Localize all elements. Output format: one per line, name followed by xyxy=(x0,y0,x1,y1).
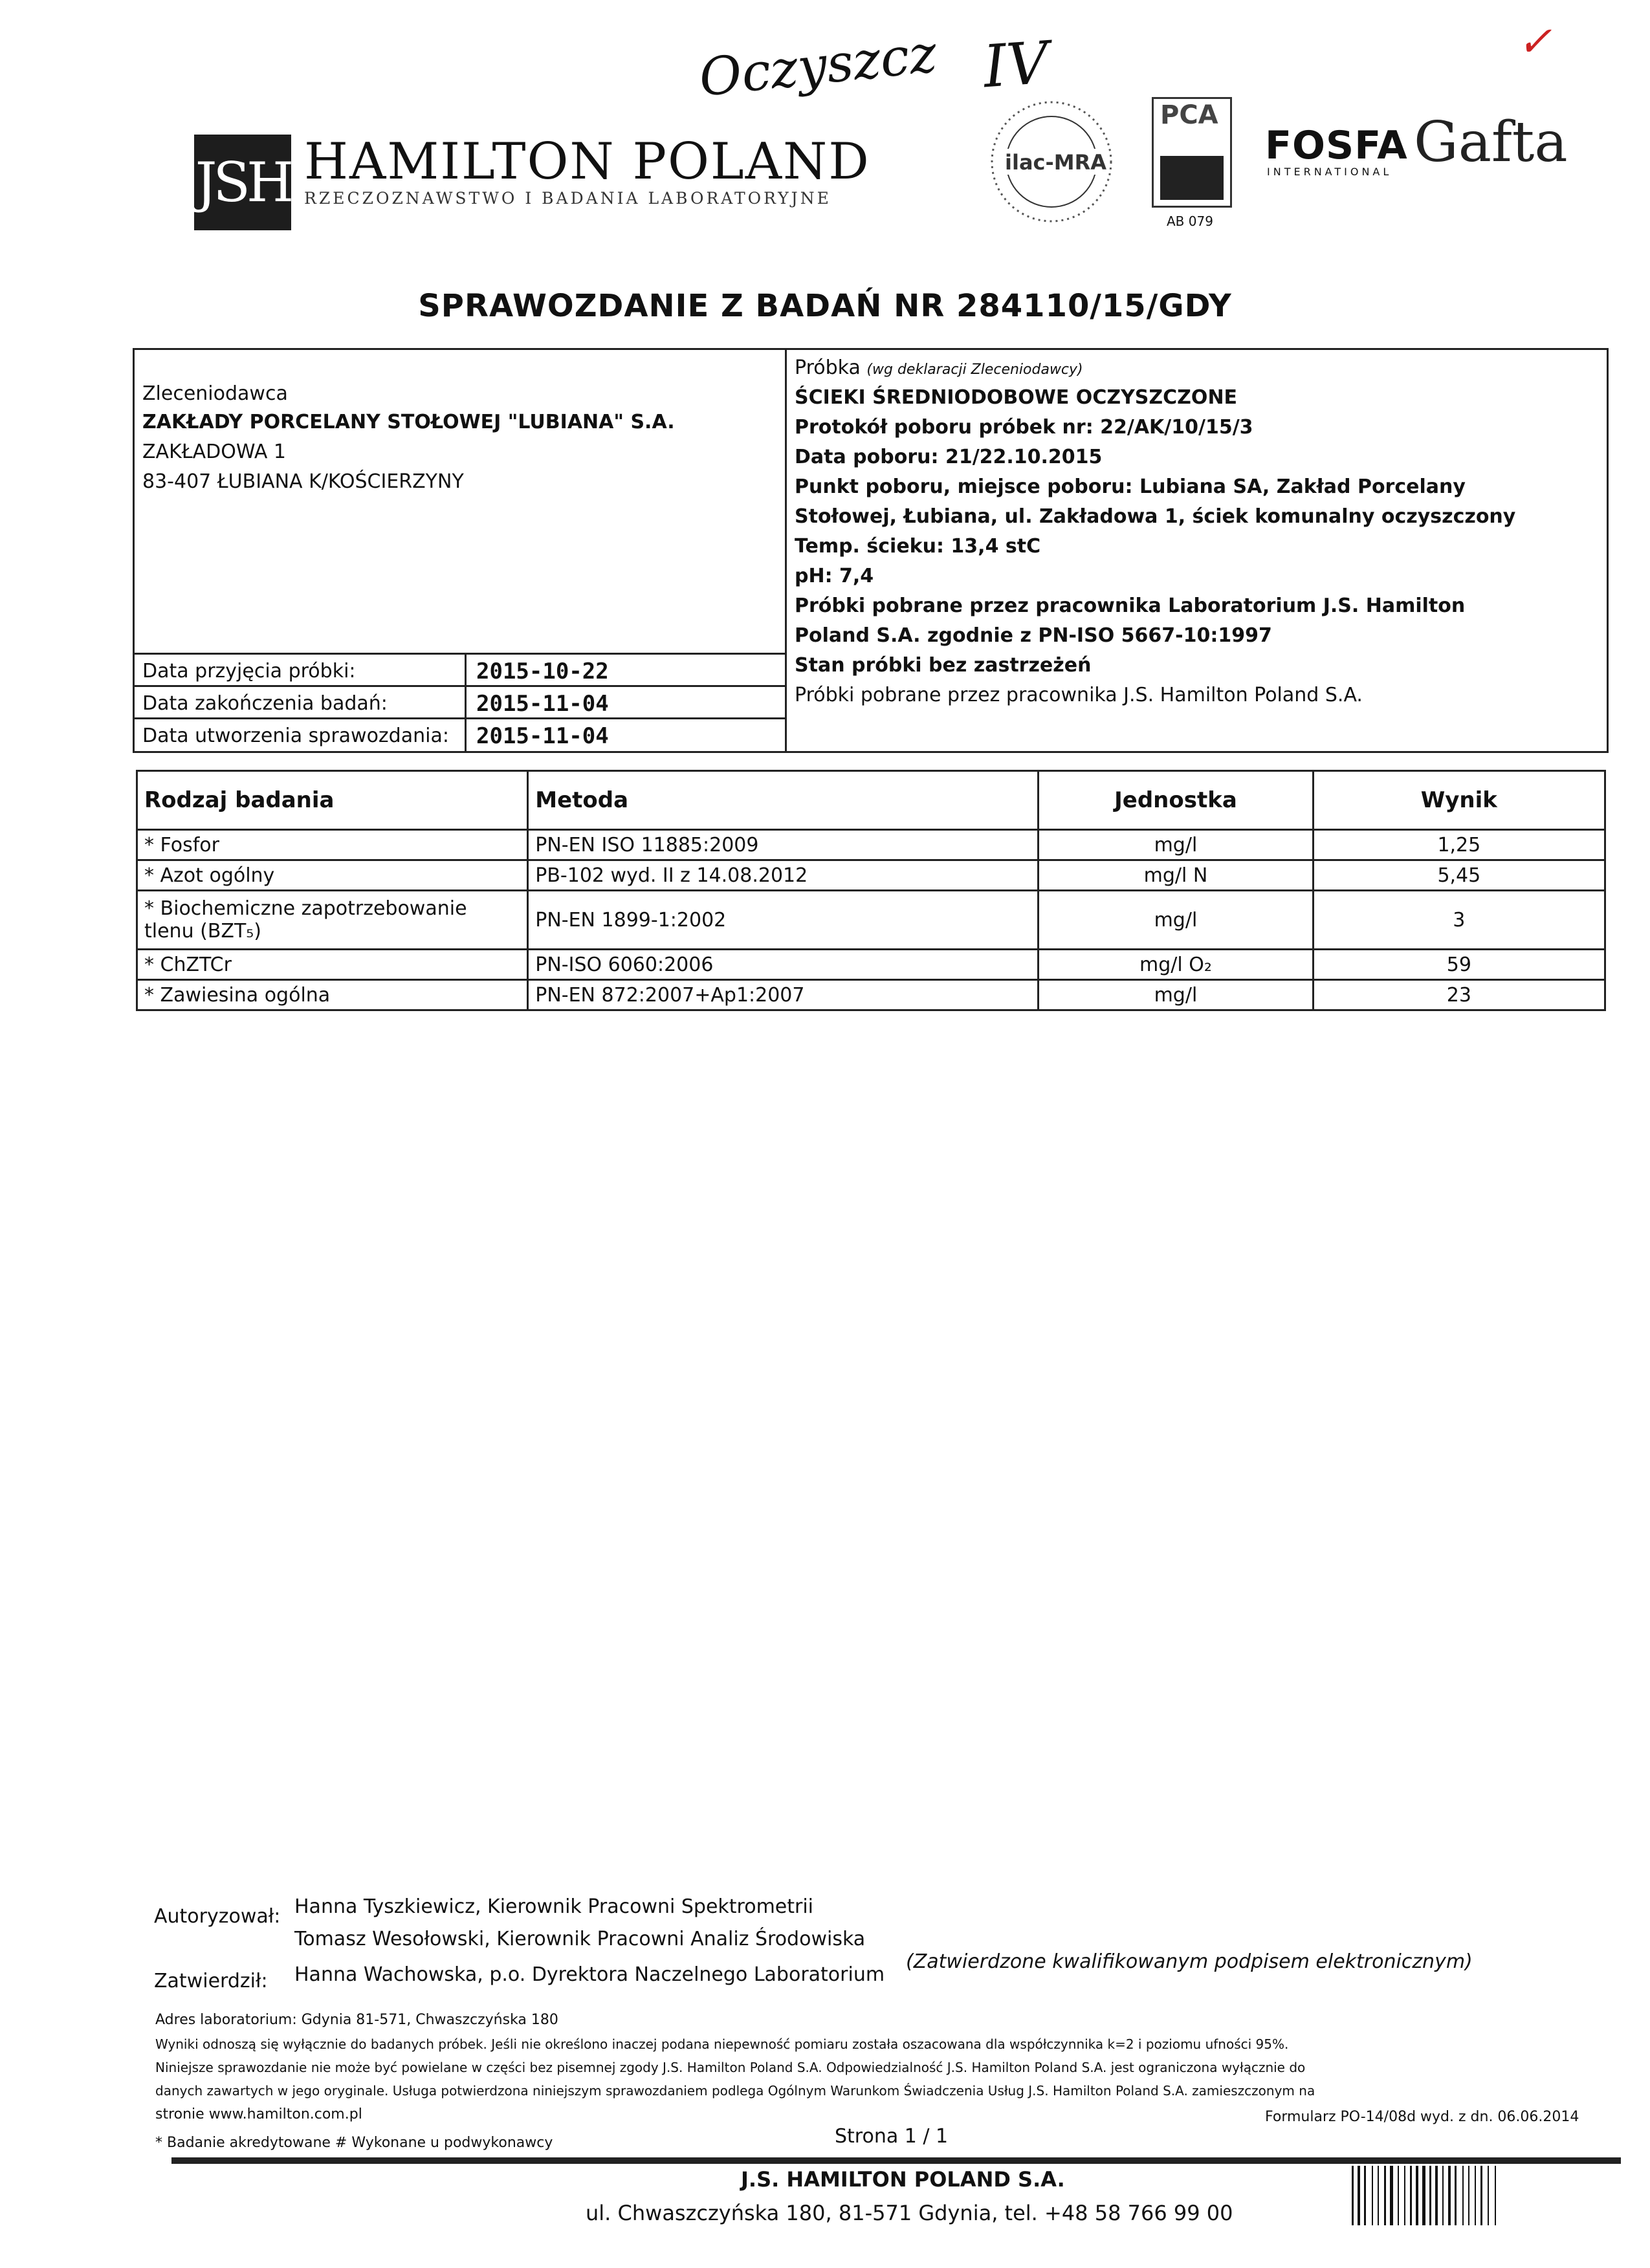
page-number: Strona 1 / 1 xyxy=(835,2125,949,2148)
company-logo xyxy=(194,135,291,230)
approved-person: Hanna Wachowska, p.o. Dyrektora Naczelnego Laboratorium xyxy=(294,1963,885,1986)
test-result: 5,45 xyxy=(1313,860,1605,891)
disclaimer-line: Niniejsze sprawozdanie nie może być powielane w części bez pisemnej zgody J.S. Hamilton Poland S.A. Odpowiedzialność J.S. Hamilton Poland S.A. jest ograniczona wyłącznie do xyxy=(155,2060,1306,2075)
test-method: PB-102 wyd. II z 14.08.2012 xyxy=(528,860,1039,891)
test-result: 23 xyxy=(1313,980,1605,1010)
date-row xyxy=(135,685,785,719)
sample-label: Próbka (wg deklaracji Zleceniodawcy) xyxy=(795,356,1083,379)
test-result: 1,25 xyxy=(1313,830,1605,860)
client-label: Zleceniodawca xyxy=(142,382,288,405)
report-info-block xyxy=(133,348,1609,753)
company-name: HAMILTON POLAND xyxy=(304,133,870,191)
logo-initials: JSH xyxy=(195,151,291,214)
client-name: ZAKŁADY PORCELANY STOŁOWEJ "LUBIANA" S.A. xyxy=(142,411,675,433)
test-method: PN-ISO 6060:2006 xyxy=(528,950,1039,980)
sample-protocol: Protokół poboru próbek nr: 22/AK/10/15/3 xyxy=(795,416,1253,439)
handwritten-note: Oczyszcz xyxy=(696,23,940,108)
test-name: * Zawiesina ogólna xyxy=(137,980,528,1010)
sample-date: Data poboru: 21/22.10.2015 xyxy=(795,446,1103,468)
client-street: ZAKŁADOWA 1 xyxy=(142,441,287,463)
pca-label: PCA xyxy=(1160,100,1218,130)
date-row xyxy=(135,653,785,687)
company-subtitle: RZECZOZNAWSTWO I BADANIA LABORATORYJNE xyxy=(304,189,831,208)
ilac-mra-logo xyxy=(987,97,1116,226)
fosfa-subtitle: INTERNATIONAL xyxy=(1267,166,1392,178)
test-name: * Fosfor xyxy=(137,830,528,860)
date-row xyxy=(135,717,785,752)
sample-taken: Poland S.A. zgodnie z PN-ISO 5667-10:1997 xyxy=(795,624,1272,647)
sample-ph: pH: 7,4 xyxy=(795,565,874,587)
sample-temperature: Temp. ścieku: 13,4 stC xyxy=(795,535,1041,558)
results-table xyxy=(136,770,1606,1011)
test-unit: mg/l O₂ xyxy=(1039,950,1314,980)
info-divider xyxy=(785,350,787,751)
sample-taken: Próbki pobrane przez pracownika Laboratorium J.S. Hamilton xyxy=(795,594,1466,617)
pca-badge-icon xyxy=(1160,156,1224,200)
pca-code: AB 079 xyxy=(1167,213,1213,229)
footer-address: ul. Chwaszczyńska 180, 81-571 Gdynia, tel. +48 58 766 99 00 xyxy=(586,2201,1233,2225)
approval-note: (Zatwierdzone kwalifikowanym podpisem elektronicznym) xyxy=(906,1950,1473,1973)
date-label: Data utworzenia sprawozdania: xyxy=(142,725,449,747)
report-title: SPRAWOZDANIE Z BADAŃ NR 284110/15/GDY xyxy=(418,288,1232,324)
authorized-label: Autoryzował: xyxy=(154,1905,281,1928)
date-label: Data zakończenia badań: xyxy=(142,692,388,715)
accreditation-legend: * Badanie akredytowane # Wykonane u podwykonawcy xyxy=(155,2135,553,2151)
sample-point: Punkt poboru, miejsce poboru: Lubiana SA, Zakład Porcelany xyxy=(795,475,1466,498)
approved-label: Zatwierdził: xyxy=(154,1970,268,1992)
footer-divider xyxy=(171,2157,1621,2164)
handwritten-check-mark: ✓ xyxy=(1517,18,1552,66)
test-name: * ChZTCr xyxy=(137,950,528,980)
test-name: * Azot ogólny xyxy=(137,860,528,891)
test-method: PN-EN 1899-1:2002 xyxy=(528,891,1039,950)
date-value: 2015-10-22 xyxy=(476,659,609,684)
date-value: 2015-11-04 xyxy=(476,691,609,717)
test-unit: mg/l xyxy=(1039,980,1314,1010)
sample-state: Stan próbki bez zastrzeżeń xyxy=(795,654,1092,677)
table-header-row xyxy=(137,771,1605,830)
table-row xyxy=(137,980,1605,1010)
test-unit: mg/l xyxy=(1039,830,1314,860)
sample-point: Stołowej, Łubiana, ul. Zakładowa 1, ściek komunalny oczyszczony xyxy=(795,505,1516,528)
test-name: * Biochemiczne zapotrzebowanie tlenu (BZT₅) xyxy=(137,891,528,950)
table-row xyxy=(137,950,1605,980)
table-row xyxy=(137,830,1605,860)
test-method: PN-EN ISO 11885:2009 xyxy=(528,830,1039,860)
sample-taken-by: Próbki pobrane przez pracownika J.S. Hamilton Poland S.A. xyxy=(795,684,1363,706)
gafta-logo: Gafta xyxy=(1414,110,1568,175)
column-header: Rodzaj badania xyxy=(137,771,528,830)
column-header: Wynik xyxy=(1313,771,1605,830)
test-unit: mg/l xyxy=(1039,891,1314,950)
handwritten-roman-numeral: IV xyxy=(981,28,1051,102)
column-header: Jednostka xyxy=(1039,771,1314,830)
pca-accreditation-logo xyxy=(1152,97,1232,208)
footer-company: J.S. HAMILTON POLAND S.A. xyxy=(741,2167,1065,2192)
ilac-mra-label: ilac-MRA xyxy=(1005,150,1107,175)
authorized-person: Hanna Tyszkiewicz, Kierownik Pracowni Spektrometrii xyxy=(294,1895,814,1918)
test-unit: mg/l N xyxy=(1039,860,1314,891)
test-method: PN-EN 872:2007+Ap1:2007 xyxy=(528,980,1039,1010)
test-result: 3 xyxy=(1313,891,1605,950)
test-result: 59 xyxy=(1313,950,1605,980)
fosfa-logo: FOSFA xyxy=(1265,123,1408,168)
form-number: Formularz PO-14/08d wyd. z dn. 06.06.2014 xyxy=(1265,2109,1579,2125)
authorized-person: Tomasz Wesołowski, Kierownik Pracowni Analiz Środowiska xyxy=(294,1928,866,1950)
date-value: 2015-11-04 xyxy=(476,723,609,749)
barcode xyxy=(1349,2166,1614,2225)
client-city: 83-407 ŁUBIANA K/KOŚCIERZYNY xyxy=(142,470,464,493)
table-row xyxy=(137,891,1605,950)
disclaimer-line: Wyniki odnoszą się wyłącznie do badanych próbek. Jeśli nie określono inaczej podana niepewność pomiaru została oszacowana dla współczynnika k=2 i poziomu ufności 95%. xyxy=(155,2036,1289,2052)
sample-name: ŚCIEKI ŚREDNIODOBOWE OCZYSZCZONE xyxy=(795,386,1238,409)
date-label: Data przyjęcia próbki: xyxy=(142,660,356,682)
lab-address-note: Adres laboratorium: Gdynia 81-571, Chwaszczyńska 180 xyxy=(155,2012,558,2028)
table-row xyxy=(137,860,1605,891)
column-header: Metoda xyxy=(528,771,1039,830)
disclaimer-line: stronie www.hamilton.com.pl xyxy=(155,2106,362,2122)
disclaimer-line: danych zawartych w jego oryginale. Usługa potwierdzona niniejszym sprawozdaniem podlega Ogólnym Warunkom Świadczenia Usług J.S. Hamilton Poland S.A. zamieszczonym na xyxy=(155,2083,1315,2099)
